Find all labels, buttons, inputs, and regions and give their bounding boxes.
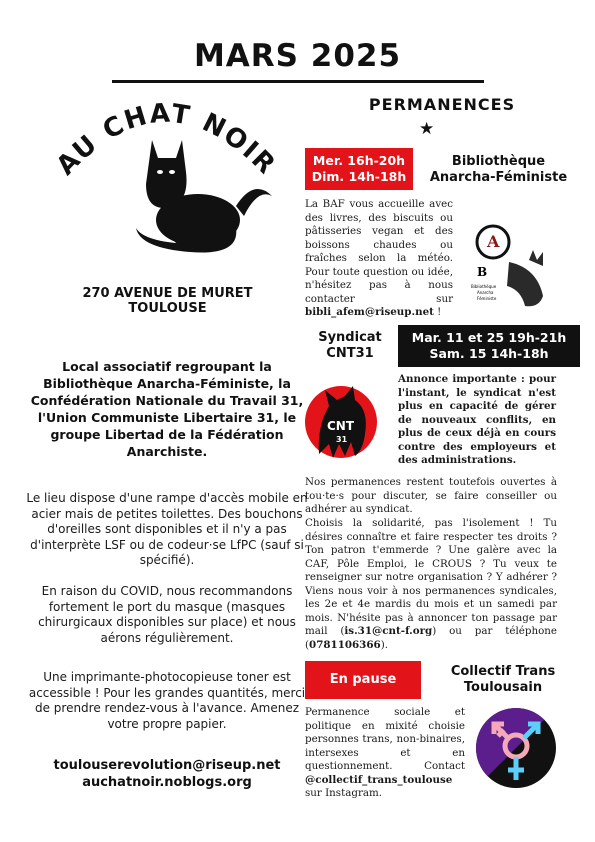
baf-logo-caption: Féministe — [477, 296, 497, 301]
star-icon: ★ — [419, 119, 435, 138]
trans-description — [305, 706, 465, 801]
trans-instagram-link[interactable]: @collectif_trans_toulouse — [305, 773, 453, 786]
baf-org-name — [416, 154, 581, 186]
address-street: 270 AVENUE DE MURET — [82, 286, 253, 301]
trans-logo — [474, 706, 558, 790]
cnt-text-solidarity — [305, 517, 557, 652]
baf-logo-letter: A — [487, 232, 500, 251]
permanences-title: PERMANENCES — [368, 95, 516, 114]
baf-description-end: ! — [433, 306, 442, 318]
cat-ears-icon — [529, 250, 543, 266]
baf-schedule-line: Mer. 16h-20h — [312, 153, 406, 168]
covid-text: En raison du COVID, nous recommandons fortement le port du masque (masques chirurgicaux disponibles sur place) et nous aérons régulièrement. — [38, 584, 296, 645]
cnt-logo-text: CNT — [327, 419, 355, 433]
intro-text: Local associatif regroupant la Bibliothèque Anarcha-Féministe, la Confédération Nationale du Travail 31, l'Union Communiste Libertaire 31, le groupe Libertad de la Fédération Anarchiste. — [30, 359, 304, 459]
cnt-text-body: Choisis la solidarité, pas l'isolement ! Tu désires connaître et faire respecter tes droits ? Ton patron t'emmerde ? Une galère avec la CAF, Pôle Emploi, le CROUS ? Tu veux te renseigner sur notre organisation ? Y adhérer ? Viens nous voir à nos permanences syndicales, les 2e et 4e mardis du mois et un samedi par mois. N'hésite pas à annoncer ton passage par mail ( — [305, 517, 557, 637]
contact-block — [22, 757, 312, 791]
baf-email-link[interactable]: bibli_afem@riseup.net — [305, 306, 434, 318]
cnt-org-name — [305, 330, 395, 362]
cat-icon — [507, 262, 543, 306]
cnt-org-line: Syndicat — [318, 330, 382, 345]
cnt-schedule-line: Sam. 15 14h-18h — [429, 346, 549, 361]
printer-text: Une imprimante-photocopieuse toner est accessible ! Pour les grandes quantités, merci de prendre rendez-vous à l'avance. Amenez votre propre papier. — [28, 670, 306, 731]
address — [30, 286, 305, 316]
page-title: MARS 2025 — [193, 38, 402, 74]
baf-logo-letter: B — [477, 265, 488, 279]
cnt-org-line: CNT31 — [326, 346, 374, 361]
cnt-logo-number: 31 — [336, 435, 348, 444]
cnt-schedule-badge — [398, 325, 580, 367]
trans-description-text: Permanence sociale et politique en mixité choisie personnes trans, non-binaires, intersexes et en questionnement. Contact — [305, 706, 465, 772]
baf-logo-caption: Bibliothèque — [471, 284, 497, 289]
cnt-text-open: Nos permanences restent toutefois ouvertes à tou·te·s pour discuter, se faire conseiller ou adhérer au syndicat. — [305, 476, 557, 515]
cnt-text-mid: ) ou par téléphone ( — [305, 625, 558, 651]
baf-description — [305, 198, 453, 320]
trans-description-end: sur Instagram. — [305, 787, 383, 799]
baf-schedule-badge — [305, 148, 413, 190]
trans-org-line: Collectif Trans — [450, 664, 556, 679]
contact-website-link[interactable]: auchatnoir.noblogs.org — [82, 775, 252, 790]
baf-description-text: La BAF vous accueille avec des livres, des biscuits ou pâtisseries vegan et des boissons chaudes ou fraîches selon la météo. Pour toute question ou idée, n'hésitez pas à nous contacter sur — [305, 198, 453, 305]
trans-status-badge: En pause — [305, 661, 421, 699]
contact-email-link[interactable]: toulouserevolution@riseup.net — [53, 758, 281, 773]
title-divider — [112, 80, 484, 83]
trans-org-line: Toulousain — [463, 680, 543, 695]
cnt-email-link[interactable]: is.31@cnt-f.org — [344, 625, 433, 637]
cnt-text-end: ). — [380, 638, 388, 651]
brand-logo — [40, 88, 290, 258]
cnt-schedule-line: Mar. 11 et 25 19h-21h — [411, 330, 567, 345]
trans-org-name — [425, 664, 581, 696]
brand-name: AU CHAT NOIR — [50, 98, 282, 182]
baf-logo-caption: Anarcha — [477, 290, 494, 295]
cnt-announcement: Annonce importante : pour l'instant, le syndicat n'est plus en capacité de gérer de nouveaux conflits, en plus de ceux déjà en cours contre des employeurs et des administrations. — [398, 373, 556, 466]
cnt-logo — [303, 376, 385, 466]
baf-org-line: Anarcha-Féministe — [429, 170, 568, 185]
baf-org-line: Bibliothèque — [451, 154, 546, 169]
cnt-phone-link[interactable]: 0781106366 — [309, 638, 381, 651]
baf-logo — [467, 216, 549, 310]
address-city: TOULOUSE — [128, 301, 207, 316]
baf-schedule-line: Dim. 14h-18h — [311, 169, 407, 184]
accessibility-text: Le lieu dispose d'une rampe d'accès mobile en acier mais de petites toilettes. Des bouchons d'oreilles sont disponibles et il n'y a pas d'interprète LSF ou de codeur·se LfPC (sauf si spécifié). — [26, 491, 308, 567]
